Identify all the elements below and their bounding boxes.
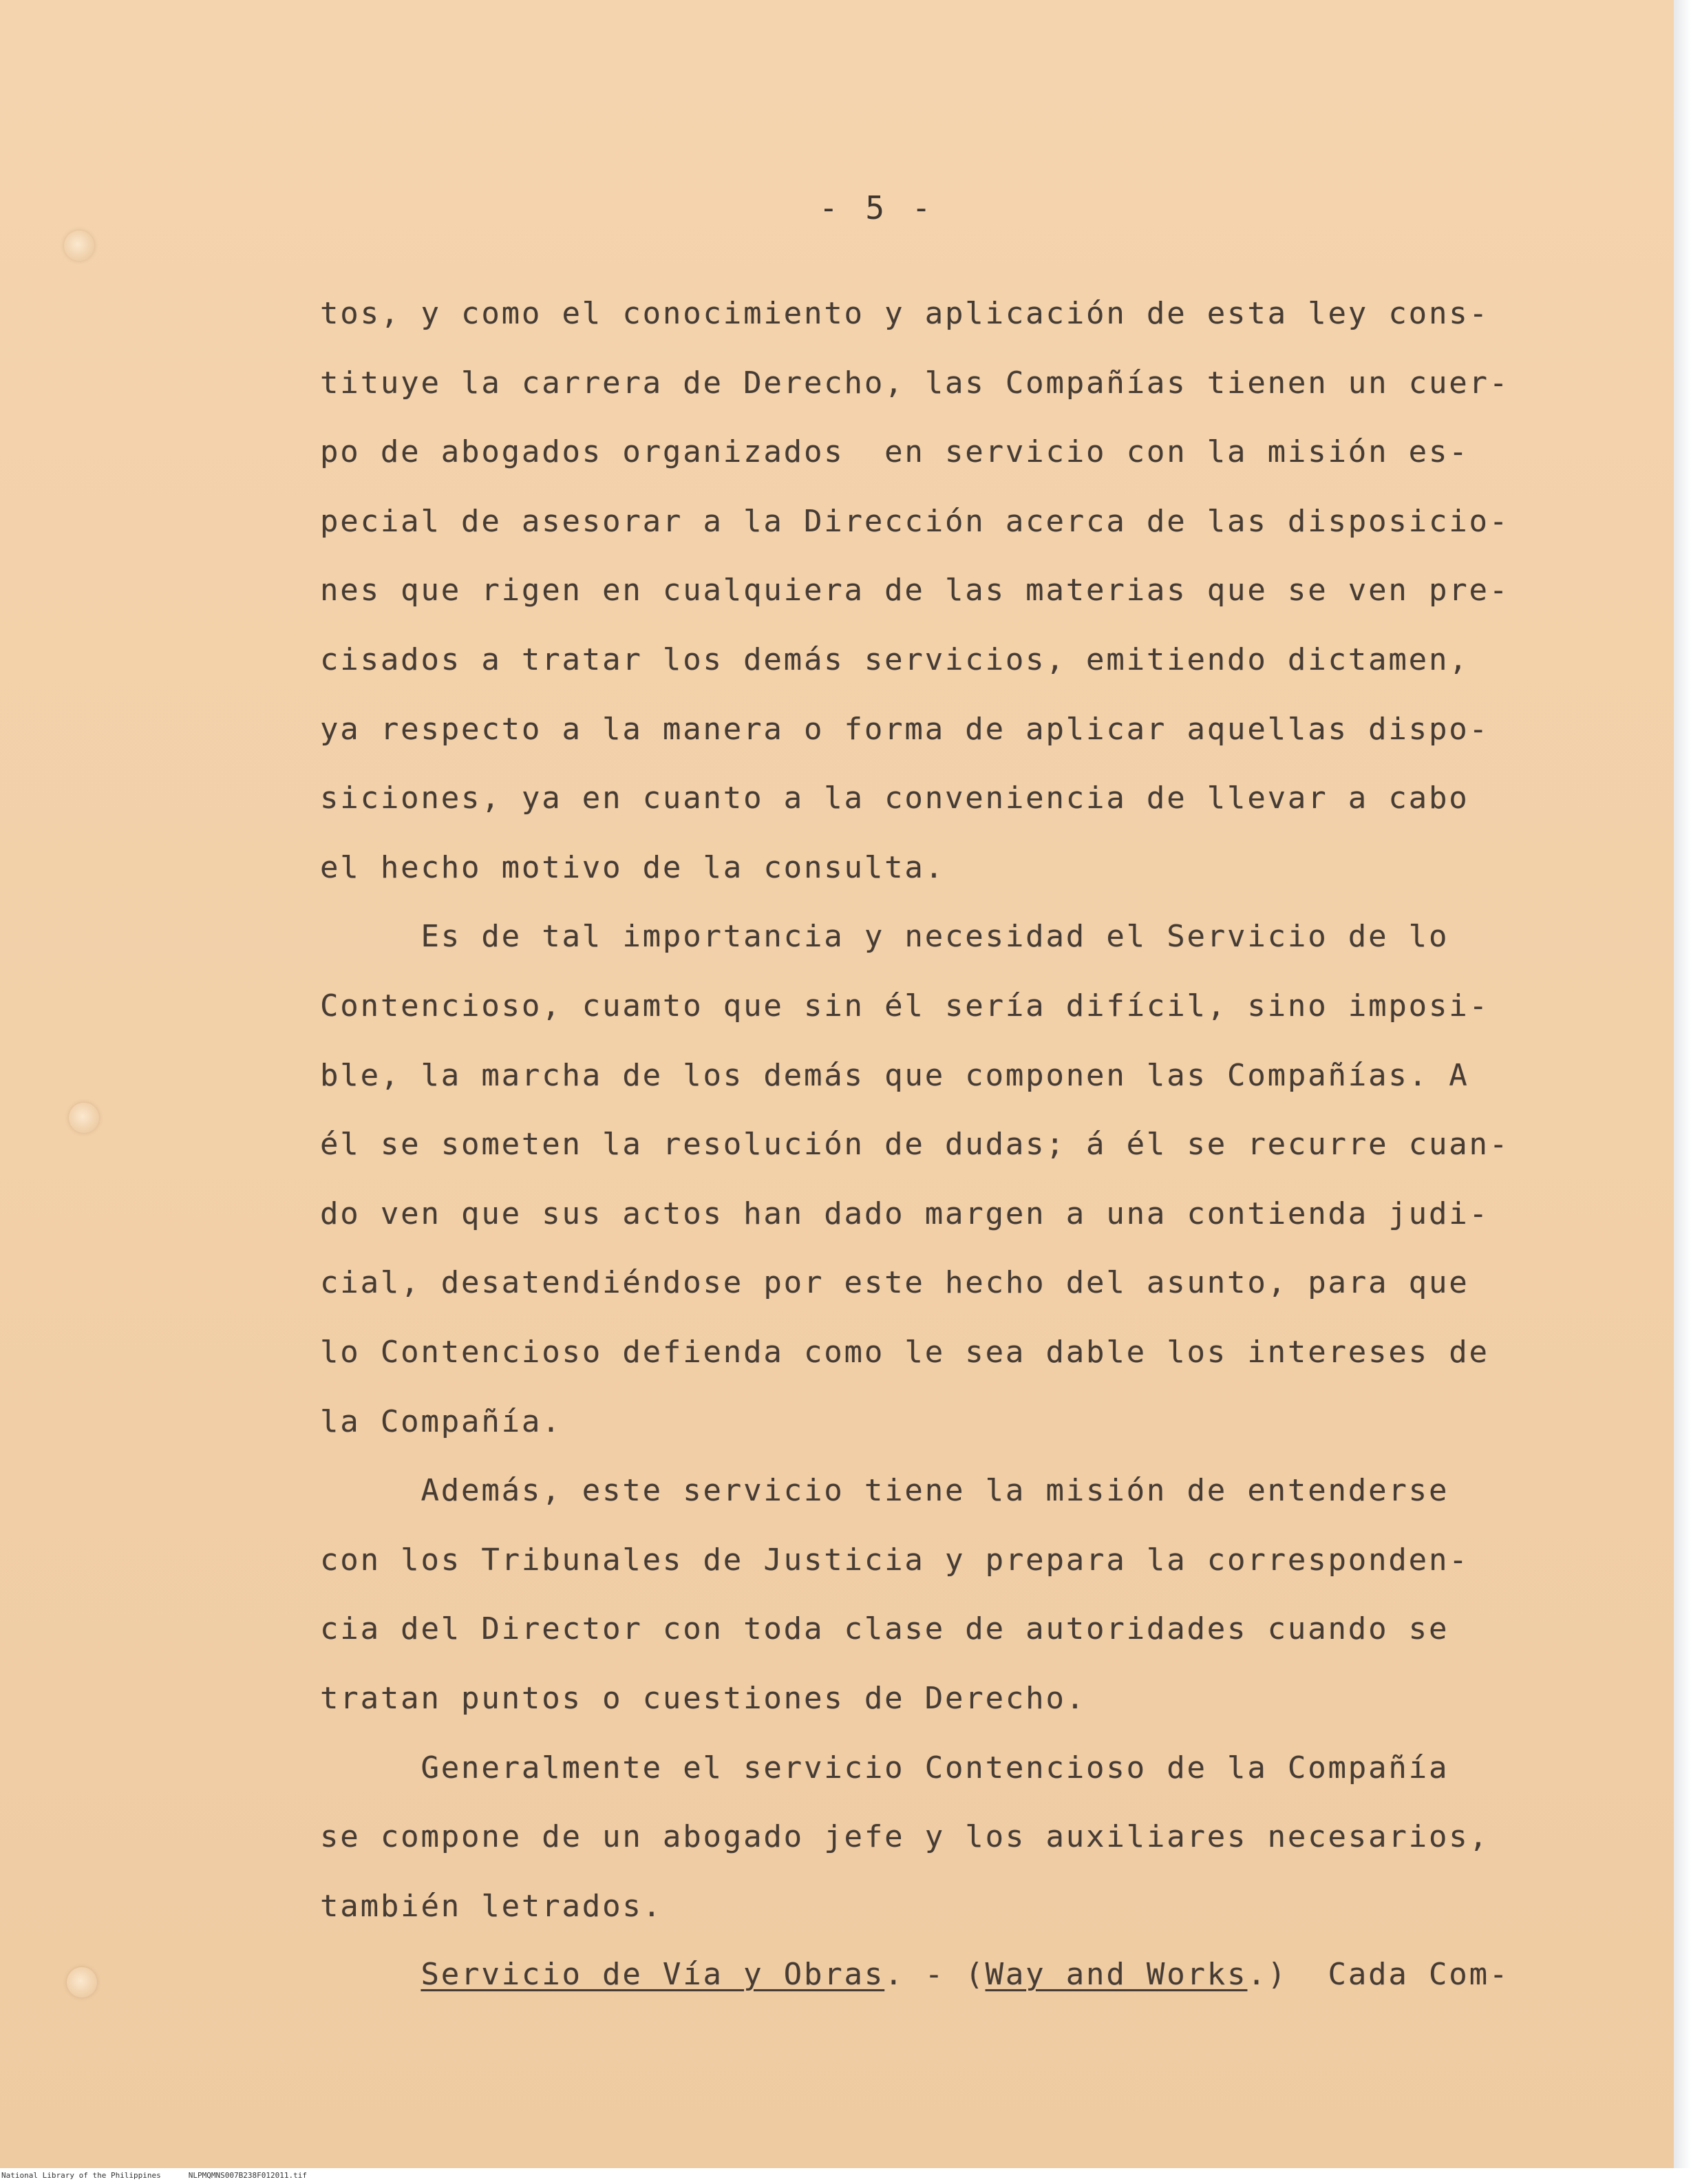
text-line: tos, y como el conocimiento y aplicación de esta ley cons- [320,296,1489,331]
section-heading-line: Servicio de Vía y Obras. - (Way and Works.) Cada Com- [421,1957,1510,1992]
text-line: cial, desatendiéndose por este hecho del asunto, para que [320,1265,1469,1300]
text-line: cia del Director con toda clase de autoridades cuando se [320,1611,1449,1646]
page-number: - 5 - [819,189,935,226]
text-line: pecial de asesorar a la Dirección acerca de las disposicio- [320,504,1510,539]
text-line: tituye la carrera de Derecho, las Compañías tienen un cuer- [320,365,1510,401]
text-line: tratan puntos o cuestiones de Derecho. [320,1681,1087,1716]
file-name: NLPMQMNS007B238F012011.tif [188,2171,307,2180]
punch-hole-middle [69,1103,99,1133]
text-line: Generalmente el servicio Contencioso de la Compañía [320,1750,1449,1785]
text-line: siciones, ya en cuanto a la conveniencia de llevar a cabo [320,781,1469,816]
scan-edge [1674,0,1691,2184]
text-line: lo Contencioso defienda como le sea dable los intereses de [320,1335,1489,1370]
text-line: ble, la marcha de los demás que componen las Compañías. A [320,1058,1469,1093]
text-line: el hecho motivo de la consulta. [320,850,945,885]
text-line: con los Tribunales de Justicia y prepara la corresponden- [320,1542,1469,1578]
scan-caption [1,2171,307,2180]
text-line: cisados a tratar los demás servicios, emitiendo dictamen, [320,642,1469,677]
text-line: Contencioso, cuamto que sin él sería difícil, sino imposi- [320,988,1489,1024]
library-name: National Library of the Philippines [1,2171,161,2180]
text-line: nes que rigen en cualquiera de las materias que se ven pre- [320,573,1510,608]
text-line: se compone de un abogado jefe y los auxiliares necesarios, [320,1819,1489,1854]
text-line: po de abogados organizados en servicio con la misión es- [320,434,1469,469]
section-heading-english: Way and Works [985,1957,1248,1992]
text-line: Además, este servicio tiene la misión de entenderse [320,1473,1449,1508]
text-line: ya respecto a la manera o forma de aplicar aquellas dispo- [320,712,1489,747]
text-line: Es de tal importancia y necesidad el Servicio de lo [320,919,1449,954]
punch-hole-top [64,231,94,261]
punch-hole-bottom [67,1967,97,1997]
text-line: también letrados. [320,1889,663,1924]
section-heading: Servicio de Vía y Obras [421,1957,885,1992]
text-line: la Compañía. [320,1404,562,1439]
text-line: do ven que sus actos han dado margen a una contienda judi- [320,1196,1489,1231]
text-line: él se someten la resolución de dudas; á él se recurre cuan- [320,1127,1510,1162]
